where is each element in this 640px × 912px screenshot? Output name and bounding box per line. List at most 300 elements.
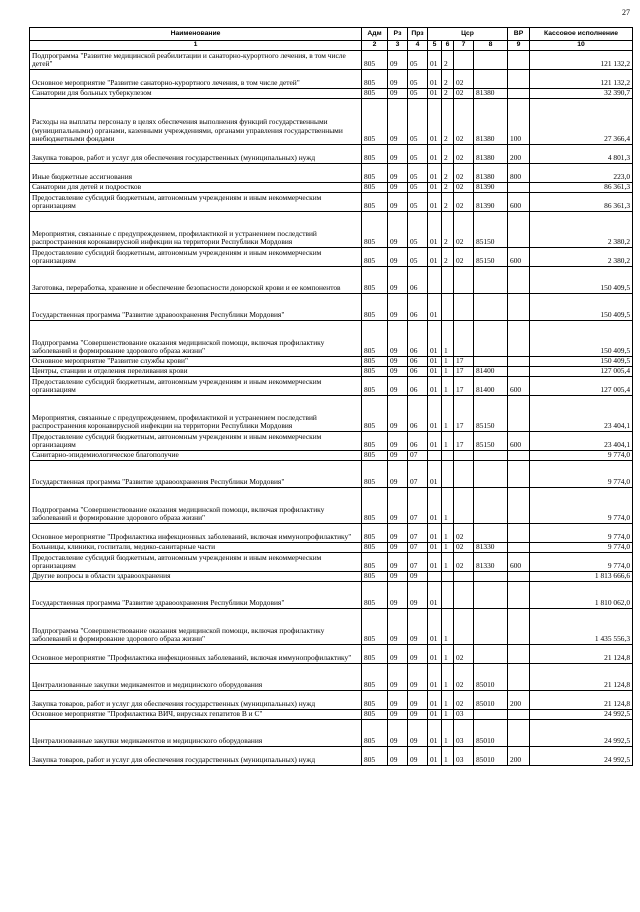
table-row: [30, 294, 633, 321]
row-csr-subprogram: 2: [442, 164, 454, 183]
row-csr-direction: 81330: [474, 543, 508, 553]
row-csr-event: 17: [454, 367, 474, 377]
row-csr-direction: 85150: [474, 212, 508, 248]
row-csr-program: 01: [428, 488, 442, 524]
row-csr-event: 17: [454, 377, 474, 396]
row-adm: 805: [362, 396, 388, 432]
table-body: [30, 51, 633, 766]
row-name: Подпрограмма "Развитие медицинской реабилитации и санаторно-курортного лечения, в том числе детей": [30, 51, 362, 70]
row-name: Основное мероприятие "Профилактика ВИЧ, вирусных гепатитов В и С": [30, 710, 362, 720]
row-vr: 600: [508, 193, 530, 212]
row-adm: 805: [362, 432, 388, 451]
row-csr-event: 02: [454, 664, 474, 691]
row-prz: 06: [408, 294, 428, 321]
row-csr-subprogram: 2: [442, 193, 454, 212]
row-csr-subprogram: 1: [442, 377, 454, 396]
row-rz: 09: [388, 51, 408, 70]
row-adm: 805: [362, 488, 388, 524]
row-csr-direction: [474, 451, 508, 461]
row-adm: 805: [362, 193, 388, 212]
row-amount: 4 801,3: [530, 145, 633, 164]
table-row: [30, 451, 633, 461]
row-rz: 09: [388, 543, 408, 553]
table-row: [30, 488, 633, 524]
header-prz: Прз: [408, 28, 428, 41]
row-csr-direction: 81380: [474, 145, 508, 164]
row-csr-subprogram: 1: [442, 396, 454, 432]
row-name: Предоставление субсидий бюджетным, автономным учреждениям и иным некоммерческим организациям: [30, 193, 362, 212]
row-prz: 05: [408, 70, 428, 89]
row-amount: 127 005,4: [530, 377, 633, 396]
header-csr: Цср: [428, 28, 508, 41]
row-amount: 24 992,5: [530, 710, 633, 720]
row-vr: [508, 212, 530, 248]
row-csr-program: 01: [428, 357, 442, 367]
row-csr-event: 02: [454, 183, 474, 193]
row-csr-subprogram: 2: [442, 212, 454, 248]
row-csr-program: 01: [428, 645, 442, 664]
row-csr-program: 01: [428, 321, 442, 357]
row-vr: [508, 609, 530, 645]
row-name: Государственная программа "Развитие здравоохранения Республики Мордовия": [30, 582, 362, 609]
column-number-row: [30, 41, 633, 51]
row-csr-event: 02: [454, 145, 474, 164]
row-amount: 150 409,5: [530, 321, 633, 357]
row-adm: 805: [362, 747, 388, 766]
row-name: Основное мероприятие "Профилактика инфекционных заболеваний, включая иммунопрофилактику": [30, 645, 362, 664]
row-name: Санатории для больных туберкулезом: [30, 89, 362, 99]
row-vr: [508, 645, 530, 664]
row-prz: 06: [408, 367, 428, 377]
row-csr-subprogram: [442, 451, 454, 461]
row-csr-event: 03: [454, 747, 474, 766]
row-csr-event: 02: [454, 553, 474, 572]
table-row: [30, 321, 633, 357]
row-name: Заготовка, переработка, хранение и обеспечение безопасности донорской крови и ее компонентов: [30, 267, 362, 294]
row-vr: [508, 357, 530, 367]
row-name: Подпрограмма "Совершенствование оказания медицинской помощи, включая профилактику заболеваний и формирование здорового образа жизни": [30, 321, 362, 357]
row-csr-direction: 85010: [474, 747, 508, 766]
row-csr-program: 01: [428, 377, 442, 396]
row-vr: [508, 720, 530, 747]
row-csr-program: 01: [428, 664, 442, 691]
row-prz: 06: [408, 432, 428, 451]
row-csr-subprogram: 2: [442, 145, 454, 164]
row-csr-program: 01: [428, 145, 442, 164]
row-rz: 09: [388, 582, 408, 609]
row-name: Основное мероприятие "Профилактика инфекционных заболеваний, включая иммунопрофилактику": [30, 524, 362, 543]
row-csr-event: [454, 267, 474, 294]
row-csr-direction: 81400: [474, 367, 508, 377]
table-row: [30, 645, 633, 664]
row-csr-event: 02: [454, 691, 474, 710]
row-rz: 09: [388, 461, 408, 488]
row-adm: 805: [362, 720, 388, 747]
row-vr: [508, 664, 530, 691]
row-csr-subprogram: 2: [442, 183, 454, 193]
row-name: Санатории для детей и подростков: [30, 183, 362, 193]
row-csr-direction: [474, 710, 508, 720]
row-adm: 805: [362, 543, 388, 553]
row-csr-program: 01: [428, 553, 442, 572]
row-rz: 09: [388, 164, 408, 183]
row-rz: 09: [388, 710, 408, 720]
table-row: [30, 396, 633, 432]
table-row: [30, 70, 633, 89]
row-adm: 805: [362, 710, 388, 720]
row-vr: [508, 582, 530, 609]
row-prz: 09: [408, 645, 428, 664]
row-csr-event: [454, 609, 474, 645]
table-row: [30, 609, 633, 645]
row-csr-program: [428, 267, 442, 294]
row-csr-event: [454, 582, 474, 609]
row-csr-subprogram: 1: [442, 488, 454, 524]
row-prz: 09: [408, 572, 428, 582]
row-adm: 805: [362, 377, 388, 396]
row-rz: 09: [388, 99, 408, 145]
row-csr-event: 02: [454, 70, 474, 89]
row-csr-direction: [474, 572, 508, 582]
row-csr-direction: 85150: [474, 248, 508, 267]
row-csr-event: [454, 51, 474, 70]
row-prz: 05: [408, 99, 428, 145]
header-name: Наименование: [30, 28, 362, 41]
row-prz: 05: [408, 183, 428, 193]
row-name: Мероприятия, связанные с предупреждением, профилактикой и устранением последствий распространения коронавирусной инфекции на территории Республики Мордовия: [30, 212, 362, 248]
budget-execution-table: [29, 27, 633, 766]
row-csr-subprogram: 1: [442, 357, 454, 367]
table-row: [30, 51, 633, 70]
row-csr-subprogram: 1: [442, 710, 454, 720]
row-amount: 150 409,5: [530, 357, 633, 367]
row-amount: 150 409,5: [530, 267, 633, 294]
table-row: [30, 432, 633, 451]
row-amount: 121 132,2: [530, 51, 633, 70]
row-name: Предоставление субсидий бюджетным, автономным учреждениям и иным некоммерческим организациям: [30, 553, 362, 572]
row-amount: 21 124,8: [530, 691, 633, 710]
row-rz: 09: [388, 377, 408, 396]
row-amount: 1 810 062,0: [530, 582, 633, 609]
row-vr: 200: [508, 691, 530, 710]
row-amount: 121 132,2: [530, 70, 633, 89]
row-csr-direction: [474, 51, 508, 70]
row-csr-direction: [474, 321, 508, 357]
row-vr: [508, 396, 530, 432]
row-rz: 09: [388, 609, 408, 645]
row-adm: 805: [362, 294, 388, 321]
row-csr-subprogram: 2: [442, 89, 454, 99]
row-csr-program: 01: [428, 367, 442, 377]
row-vr: 200: [508, 145, 530, 164]
row-amount: 127 005,4: [530, 367, 633, 377]
row-vr: [508, 572, 530, 582]
row-csr-direction: 81380: [474, 89, 508, 99]
row-csr-program: [428, 451, 442, 461]
row-adm: 805: [362, 51, 388, 70]
row-adm: 805: [362, 321, 388, 357]
row-rz: 09: [388, 553, 408, 572]
row-csr-event: 02: [454, 212, 474, 248]
row-prz: 09: [408, 720, 428, 747]
row-csr-direction: [474, 645, 508, 664]
row-name: Закупка товаров, работ и услуг для обеспечения государственных (муниципальных) нужд: [30, 747, 362, 766]
row-prz: 06: [408, 377, 428, 396]
table-row: [30, 524, 633, 543]
row-csr-subprogram: [442, 582, 454, 609]
row-csr-subprogram: [442, 294, 454, 321]
row-amount: 23 404,1: [530, 432, 633, 451]
table-row: [30, 267, 633, 294]
table-row: [30, 710, 633, 720]
column-number: 3: [388, 41, 408, 51]
row-csr-direction: 81400: [474, 377, 508, 396]
table-row: [30, 164, 633, 183]
row-rz: 09: [388, 357, 408, 367]
row-adm: 805: [362, 183, 388, 193]
row-csr-subprogram: 1: [442, 664, 454, 691]
table-row: [30, 248, 633, 267]
table-row: [30, 664, 633, 691]
table-row: [30, 553, 633, 572]
table-row: [30, 691, 633, 710]
row-name: Подпрограмма "Совершенствование оказания медицинской помощи, включая профилактику заболеваний и формирование здорового образа жизни": [30, 488, 362, 524]
row-csr-direction: [474, 461, 508, 488]
row-csr-direction: 85010: [474, 720, 508, 747]
row-amount: 2 380,2: [530, 212, 633, 248]
row-adm: 805: [362, 367, 388, 377]
row-name: Предоставление субсидий бюджетным, автономным учреждениям и иным некоммерческим организациям: [30, 377, 362, 396]
row-prz: 05: [408, 51, 428, 70]
row-csr-event: [454, 294, 474, 321]
table-row: [30, 367, 633, 377]
column-number: 8: [474, 41, 508, 51]
row-csr-event: 02: [454, 164, 474, 183]
row-csr-subprogram: 2: [442, 248, 454, 267]
row-name: Закупка товаров, работ и услуг для обеспечения государственных (муниципальных) нужд: [30, 691, 362, 710]
row-amount: 150 409,5: [530, 294, 633, 321]
row-adm: 805: [362, 524, 388, 543]
row-amount: 9 774,0: [530, 524, 633, 543]
row-csr-direction: 81380: [474, 164, 508, 183]
row-csr-subprogram: 1: [442, 720, 454, 747]
header-rz: Рз: [388, 28, 408, 41]
row-csr-subprogram: [442, 461, 454, 488]
table-row: [30, 461, 633, 488]
row-vr: [508, 543, 530, 553]
row-csr-program: 01: [428, 294, 442, 321]
row-vr: 600: [508, 553, 530, 572]
row-rz: 09: [388, 212, 408, 248]
row-csr-program: [428, 572, 442, 582]
row-rz: 09: [388, 294, 408, 321]
row-name: Основное мероприятие "Развитие службы крови": [30, 357, 362, 367]
row-csr-event: 02: [454, 524, 474, 543]
row-csr-event: 02: [454, 543, 474, 553]
row-rz: 09: [388, 488, 408, 524]
row-adm: 805: [362, 89, 388, 99]
row-csr-direction: 85010: [474, 691, 508, 710]
row-prz: 07: [408, 451, 428, 461]
row-adm: 805: [362, 664, 388, 691]
row-csr-program: 01: [428, 710, 442, 720]
row-csr-direction: 85010: [474, 664, 508, 691]
row-csr-event: 02: [454, 89, 474, 99]
row-amount: 1 435 556,3: [530, 609, 633, 645]
row-csr-subprogram: [442, 572, 454, 582]
row-adm: 805: [362, 248, 388, 267]
row-rz: 09: [388, 720, 408, 747]
row-rz: 09: [388, 691, 408, 710]
row-adm: 805: [362, 70, 388, 89]
row-csr-event: 17: [454, 432, 474, 451]
table-row: [30, 720, 633, 747]
row-adm: 805: [362, 609, 388, 645]
row-csr-program: 01: [428, 183, 442, 193]
row-adm: 805: [362, 145, 388, 164]
row-rz: 09: [388, 193, 408, 212]
row-amount: 32 390,7: [530, 89, 633, 99]
row-prz: 05: [408, 193, 428, 212]
row-vr: 600: [508, 248, 530, 267]
row-name: Больницы, клиники, госпитали, медико-санитарные части: [30, 543, 362, 553]
row-rz: 09: [388, 70, 408, 89]
row-amount: 21 124,8: [530, 664, 633, 691]
row-amount: 23 404,1: [530, 396, 633, 432]
row-rz: 09: [388, 432, 408, 451]
table-row: [30, 89, 633, 99]
row-adm: 805: [362, 691, 388, 710]
row-rz: 09: [388, 645, 408, 664]
row-csr-program: 01: [428, 396, 442, 432]
row-vr: [508, 367, 530, 377]
row-csr-program: 01: [428, 691, 442, 710]
table-row: [30, 747, 633, 766]
row-rz: 09: [388, 524, 408, 543]
row-rz: 09: [388, 89, 408, 99]
row-vr: [508, 524, 530, 543]
column-number: 9: [508, 41, 530, 51]
row-csr-direction: 81380: [474, 99, 508, 145]
row-csr-program: 01: [428, 193, 442, 212]
row-csr-direction: [474, 488, 508, 524]
column-number: 2: [362, 41, 388, 51]
row-adm: 805: [362, 553, 388, 572]
row-prz: 07: [408, 488, 428, 524]
row-csr-direction: [474, 267, 508, 294]
column-number: 5: [428, 41, 442, 51]
row-csr-program: 01: [428, 543, 442, 553]
row-rz: 09: [388, 572, 408, 582]
table-row: [30, 212, 633, 248]
row-csr-subprogram: 2: [442, 51, 454, 70]
row-amount: 86 361,3: [530, 193, 633, 212]
row-csr-event: 03: [454, 710, 474, 720]
row-csr-subprogram: 2: [442, 99, 454, 145]
row-csr-event: [454, 488, 474, 524]
row-rz: 09: [388, 664, 408, 691]
table-row: [30, 543, 633, 553]
row-vr: [508, 89, 530, 99]
column-number: 1: [30, 41, 362, 51]
row-amount: 21 124,8: [530, 645, 633, 664]
row-csr-subprogram: 1: [442, 645, 454, 664]
row-csr-event: [454, 321, 474, 357]
row-csr-program: 01: [428, 70, 442, 89]
row-amount: 86 361,3: [530, 183, 633, 193]
row-csr-direction: [474, 609, 508, 645]
row-csr-direction: [474, 582, 508, 609]
row-name: Расходы на выплаты персоналу в целях обеспечения выполнения функций государственными (муниципальными) органами, казенными учреждениями, органами управления государственными внебюджетными фондами: [30, 99, 362, 145]
row-vr: 600: [508, 432, 530, 451]
table-row: [30, 99, 633, 145]
row-rz: 09: [388, 396, 408, 432]
row-csr-subprogram: 1: [442, 367, 454, 377]
row-amount: 27 366,4: [530, 99, 633, 145]
row-csr-subprogram: [442, 267, 454, 294]
row-csr-event: 02: [454, 248, 474, 267]
row-csr-subprogram: 1: [442, 691, 454, 710]
table-row: [30, 357, 633, 367]
row-prz: 06: [408, 321, 428, 357]
row-vr: [508, 267, 530, 294]
row-csr-subprogram: 1: [442, 524, 454, 543]
row-rz: 09: [388, 145, 408, 164]
row-rz: 09: [388, 747, 408, 766]
row-prz: 05: [408, 212, 428, 248]
row-csr-event: 02: [454, 193, 474, 212]
table-row: [30, 145, 633, 164]
row-vr: [508, 183, 530, 193]
column-number: 6: [442, 41, 454, 51]
row-name: Предоставление субсидий бюджетным, автономным учреждениям и иным некоммерческим организациям: [30, 432, 362, 451]
row-prz: 06: [408, 267, 428, 294]
row-amount: 9 774,0: [530, 488, 633, 524]
row-rz: 09: [388, 321, 408, 357]
column-number: 10: [530, 41, 633, 51]
row-adm: 805: [362, 212, 388, 248]
row-adm: 805: [362, 99, 388, 145]
row-amount: 9 774,0: [530, 553, 633, 572]
row-prz: 06: [408, 396, 428, 432]
header-adm: Адм: [362, 28, 388, 41]
row-name: Государственная программа "Развитие здравоохранения Республики Мордовия": [30, 461, 362, 488]
row-vr: [508, 321, 530, 357]
row-csr-direction: 81330: [474, 553, 508, 572]
row-name: Санитарно-эпидемиологическое благополучие: [30, 451, 362, 461]
row-csr-program: 01: [428, 164, 442, 183]
row-amount: 9 774,0: [530, 461, 633, 488]
row-csr-subprogram: 1: [442, 609, 454, 645]
row-csr-direction: 85150: [474, 432, 508, 451]
table-row: [30, 183, 633, 193]
row-csr-event: [454, 451, 474, 461]
table-row: [30, 193, 633, 212]
row-csr-event: 17: [454, 357, 474, 367]
column-number: 7: [454, 41, 474, 51]
row-csr-event: [454, 572, 474, 582]
row-csr-subprogram: 1: [442, 432, 454, 451]
row-prz: 05: [408, 145, 428, 164]
row-rz: 09: [388, 451, 408, 461]
row-csr-program: 01: [428, 89, 442, 99]
row-csr-event: 17: [454, 396, 474, 432]
row-csr-program: 01: [428, 432, 442, 451]
row-prz: 07: [408, 524, 428, 543]
row-name: Иные бюджетные ассигнования: [30, 164, 362, 183]
row-vr: 600: [508, 377, 530, 396]
row-csr-subprogram: 1: [442, 321, 454, 357]
